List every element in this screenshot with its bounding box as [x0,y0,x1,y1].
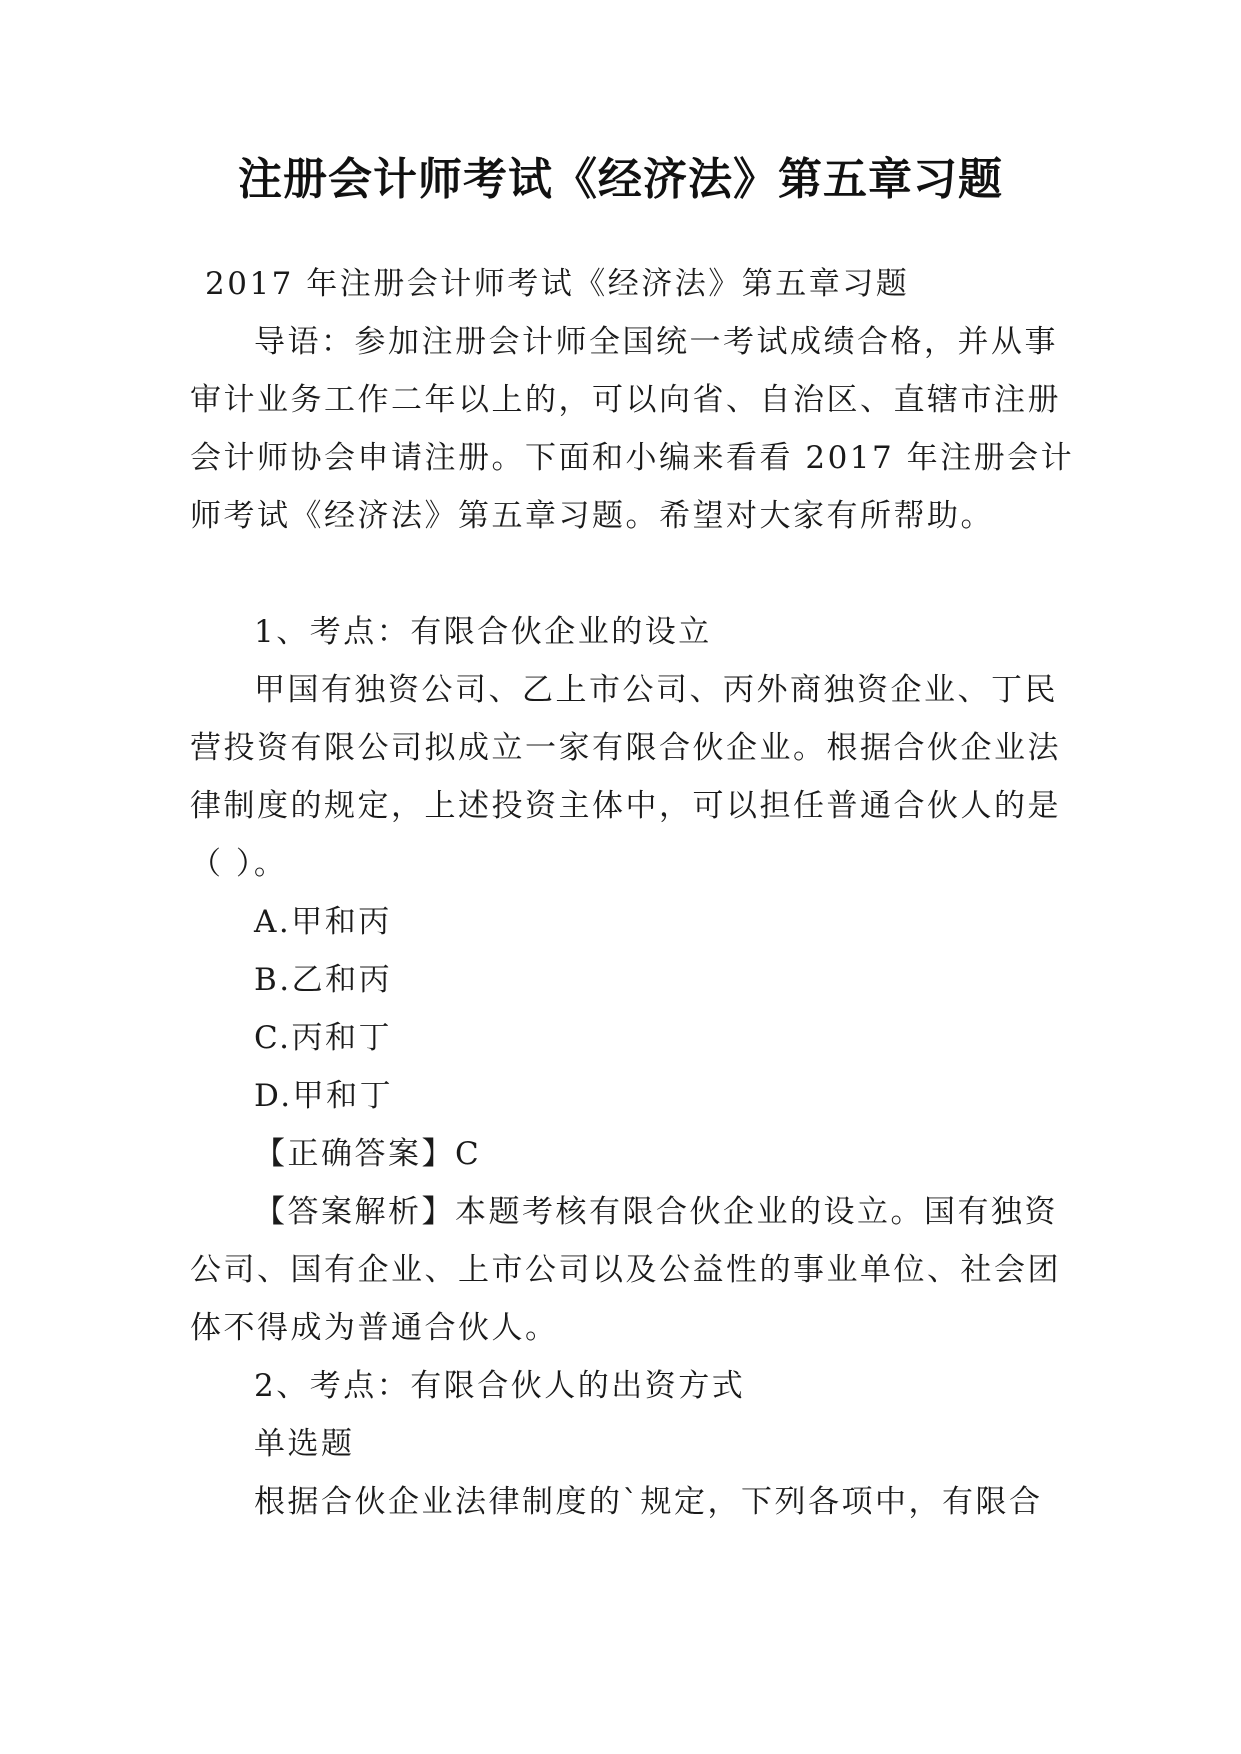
question-stem-line: 甲国有独资公司、乙上市公司、丙外商独资企业、丁民 [254,672,1058,708]
option-d: D.甲和丁 [254,1078,394,1114]
correct-answer: 【正确答案】C [254,1136,482,1172]
question-stem-line: 营投资有限公司拟成立一家有限合伙企业。根据合伙企业法 [190,730,1061,766]
document-title: 注册会计师考试《经济法》第五章习题 [238,154,1003,205]
answer-analysis-line: 公司、国有企业、上市公司以及公益性的事业单位、社会团 [190,1252,1061,1288]
blank-line [190,545,1050,603]
question-heading: 1、考点：有限合伙企业的设立 [254,614,712,650]
intro-paragraph [190,313,1075,545]
option-a: A.甲和丙 [254,904,392,940]
answer-analysis-line: 体不得成为普通合伙人。 [190,1310,559,1346]
document-body [190,255,1075,1531]
question-2 [190,1357,1050,1531]
question-type: 单选题 [254,1426,355,1462]
question-1 [190,603,1061,1357]
question-stem-line: 律制度的规定，上述投资主体中，可以担任普通合伙人的是 [190,788,1061,824]
intro-line: 导语：参加注册会计师全国统一考试成绩合格，并从事 [254,324,1058,360]
answer-analysis-line: 【答案解析】本题考核有限合伙企业的设立。国有独资 [254,1194,1058,1230]
intro-line: 审计业务工作二年以上的，可以向省、自治区、直辖市注册 [190,382,1061,418]
question-heading: 2、考点：有限合伙人的出资方式 [254,1368,746,1404]
intro-line: 师考试《经济法》第五章习题。希望对大家有所帮助。 [190,498,994,534]
option-b: B.乙和丙 [254,962,393,998]
question-stem-line: （ ）。 [190,846,288,882]
question-stem-line: 根据合伙企业法律制度的`规定，下列各项中，有限合 [254,1484,1043,1520]
intro-line: 会计师协会申请注册。下面和小编来看看 2017 年注册会计 [190,440,1075,476]
option-c: C.丙和丁 [254,1020,392,1056]
subtitle: 2017 年注册会计师考试《经济法》第五章习题 [205,266,910,302]
